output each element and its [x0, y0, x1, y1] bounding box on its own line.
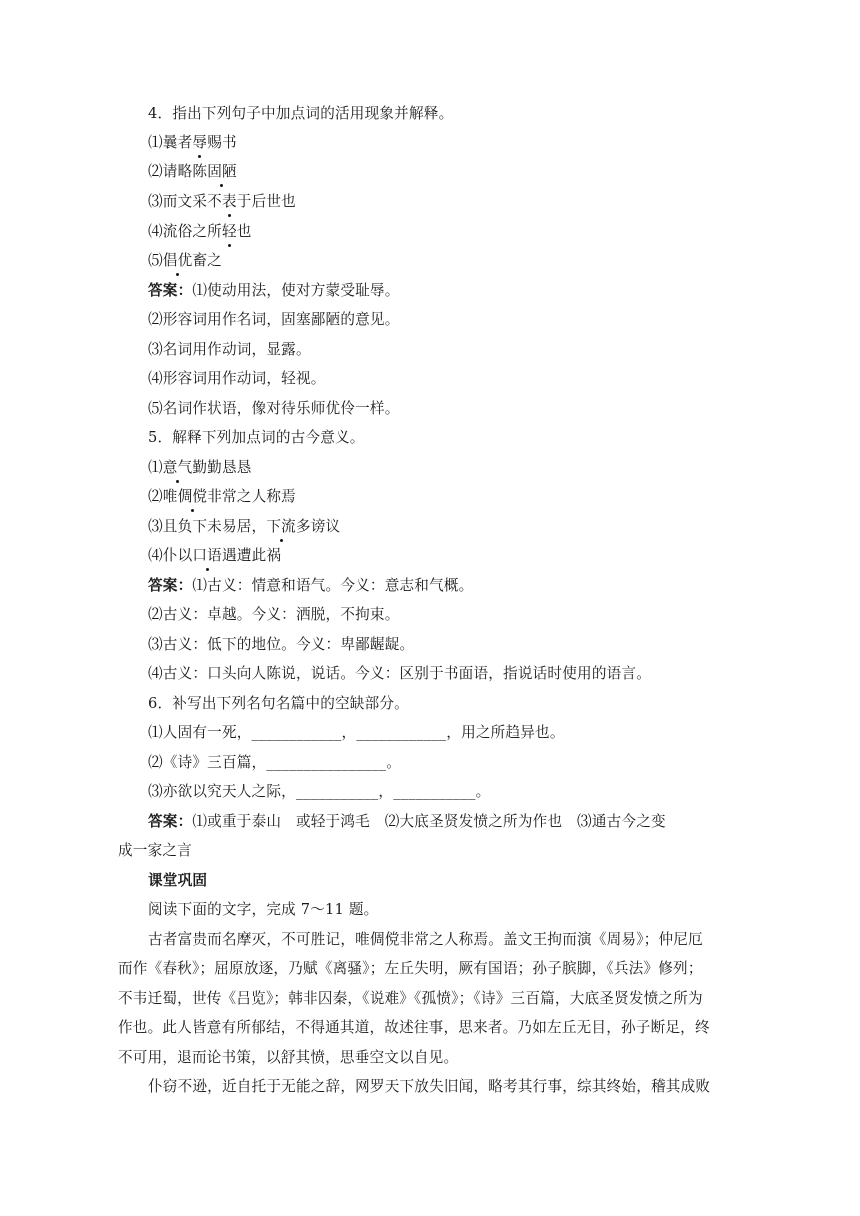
dotted-word: 下流 — [266, 518, 296, 535]
q4-answer-2: ⑵形容词用作名词，固塞鄙陋的意见。 — [148, 311, 400, 328]
q4-answer-3: ⑶名词用作动词，显露。 — [148, 341, 311, 358]
q4-answer-4: ⑷形容词用作动词，轻视。 — [148, 370, 326, 387]
q5-item-4: ⑷仆以口语遇遭此祸 — [148, 547, 282, 564]
q4-item-5: ⑸倡优畜之 — [148, 252, 222, 269]
q6-title: 6．补写出下列名句名篇中的空缺部分。 — [148, 695, 409, 712]
q6-answer-line-1: 答案：⑴或重于泰山 或轻于鸿毛 ⑵大底圣贤发愤之所为作也 ⑶通古今之变 — [148, 813, 666, 830]
q4-title: 4．指出下列句子中加点词的活用现象并解释。 — [148, 105, 454, 122]
section-heading: 课堂巩固 — [148, 872, 208, 889]
dotted-word: 固陋 — [207, 163, 237, 180]
dotted-word: 倡优 — [162, 252, 193, 269]
dotted-word: 辱 — [192, 134, 208, 151]
q4-answer-5: ⑸名词作状语，像对待乐师优伶一样。 — [148, 400, 400, 417]
q4-item-4: ⑷流俗之所轻也 — [148, 223, 252, 240]
q5-item-1: ⑴意气勤勤恳恳 — [148, 459, 252, 476]
q5-item-2: ⑵唯倜傥非常之人称焉 — [148, 488, 296, 505]
passage-line: 仆窃不逊，近自托于无能之辞，网罗天下放失旧闻，略考其行事，综其终始，稽其成败 — [148, 1078, 711, 1095]
q6-item-3: ⑶亦欲以究天人之际，___________，___________。 — [148, 783, 491, 800]
passage-line: 古者富贵而名摩灭，不可胜记，唯倜傥非常之人称焉。盖文王拘而演《周易》；仲尼厄 — [148, 931, 703, 948]
q5-title: 5．解释下列加点词的古今意义。 — [148, 429, 365, 446]
passage-line: 不可用，退而论书策，以舒其愤，思垂空文以自见。 — [118, 1049, 459, 1066]
q4-item-1: ⑴曩者辱赐书 — [148, 134, 237, 151]
q6-answer-line-2: 成一家之言 — [118, 842, 192, 859]
q5-answer-2: ⑵古义：卓越。今义：洒脱，不拘束。 — [148, 606, 400, 623]
dotted-word: 轻 — [221, 223, 237, 240]
section-intro: 阅读下面的文字，完成 7～11 题。 — [148, 901, 379, 918]
dotted-word: 意气 — [162, 459, 193, 476]
answer-label: 答案： — [148, 282, 193, 299]
q4-item-3: ⑶而文采不表于后世也 — [148, 193, 296, 210]
q5-item-3: ⑶且负下未易居，下流多谤议 — [148, 518, 341, 535]
q4-answer-1: 答案：⑴使动用法，使对方蒙受耻辱。 — [148, 282, 400, 299]
q5-answer-1: 答案：⑴古义：情意和语气。今义：意志和气概。 — [148, 577, 474, 594]
q4-item-2: ⑵请略陈固陋 — [148, 163, 237, 180]
q6-item-2: ⑵《诗》三百篇，________________。 — [148, 754, 402, 771]
dotted-word: 倜傥 — [177, 488, 208, 505]
dotted-word: 口语 — [192, 547, 222, 564]
passage-line: 作也。此人皆意有所郁结，不得通其道，故述往事，思来者。乃如左丘无目，孙子断足，终 — [118, 1019, 710, 1036]
q5-answer-3: ⑶古义：低下的地位。今义：卑鄙龌龊。 — [148, 636, 415, 653]
dotted-word: 表 — [221, 193, 237, 210]
passage-line: 不韦迁蜀，世传《吕览》；韩非囚秦，《说难》《孤愤》；《诗》三百篇，大底圣贤发愤之所为 — [118, 990, 703, 1007]
answer-label: 答案： — [148, 813, 193, 830]
passage-line: 而作《春秋》；屈原放逐，乃赋《离骚》；左丘失明，厥有国语；孙子膑脚，《兵法》修列； — [118, 960, 703, 977]
answer-label: 答案： — [148, 577, 193, 594]
q6-item-1: ⑴人固有一死，____________，____________，用之所趋异也。 — [148, 724, 565, 741]
q5-answer-4: ⑷古义：口头向人陈说，说话。今义：区别于书面语，指说话时使用的语言。 — [148, 665, 651, 682]
